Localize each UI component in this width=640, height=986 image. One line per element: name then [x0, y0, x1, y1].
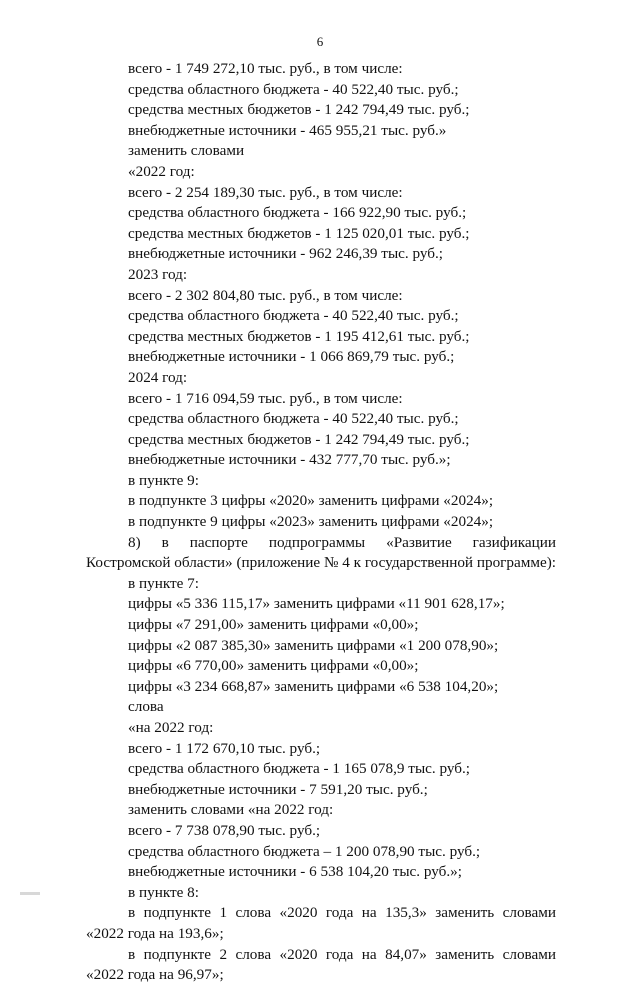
text-line: средства местных бюджетов - 1 195 412,61 тыс. руб.; — [128, 327, 470, 345]
text-line: всего - 2 254 189,30 тыс. руб., в том числе: — [128, 183, 403, 201]
text-paragraph: 8) в паспорте подпрограммы «Развитие газификации Костромской области» (приложение № 4 к государственной программе): — [86, 533, 556, 572]
document-body — [86, 59, 556, 986]
text-line: внебюджетные источники - 962 246,39 тыс. руб.; — [128, 245, 444, 263]
text-line: всего - 1 749 272,10 тыс. руб., в том числе: — [128, 60, 403, 77]
text-line: заменить словами «на 2022 год: — [128, 801, 334, 819]
text-line: средства областного бюджета - 1 165 078,9 тыс. руб.; — [128, 760, 471, 778]
text-line: внебюджетные источники - 432 777,70 тыс. руб.»; — [128, 451, 451, 469]
text-line: слова — [128, 698, 164, 716]
text-line: средства областного бюджета - 40 522,40 тыс. руб.; — [128, 307, 459, 325]
text-line: внебюджетные источники - 1 066 869,79 тыс. руб.; — [128, 348, 455, 366]
text-line: в пункте 9: — [128, 471, 199, 489]
text-line: внебюджетные источники - 465 955,21 тыс. руб.» — [128, 121, 447, 139]
text-line: цифры «7 291,00» заменить цифрами «0,00»; — [128, 616, 419, 634]
text-line: 2024 год: — [128, 368, 188, 386]
text-paragraph: в подпункте 2 слова «2020 года на 84,07» заменить словами «2022 года на 96,97»; — [86, 945, 556, 984]
text-line: в подпункте 3 цифры «2020» заменить цифрами «2024»; — [128, 492, 494, 510]
text-line: «на 2022 год: — [128, 719, 214, 736]
text-line: цифры «2 087 385,30» заменить цифрами «1 200 078,90»; — [128, 636, 499, 654]
text-line: средства местных бюджетов - 1 125 020,01 тыс. руб.; — [128, 224, 470, 242]
text-line: средства областного бюджета – 1 200 078,90 тыс. руб.; — [128, 842, 481, 860]
scan-artifact — [20, 892, 40, 895]
text-line: всего - 1 172 670,10 тыс. руб.; — [128, 739, 321, 757]
text-line: средства областного бюджета - 40 522,40 тыс. руб.; — [128, 410, 459, 428]
text-line: цифры «6 770,00» заменить цифрами «0,00»; — [128, 657, 419, 675]
text-line: внебюджетные источники - 6 538 104,20 тыс. руб.»; — [128, 863, 462, 881]
text-line: средства местных бюджетов - 1 242 794,49 тыс. руб.; — [128, 430, 470, 448]
text-line: цифры «3 234 668,87» заменить цифрами «6 538 104,20»; — [128, 677, 499, 695]
text-line: внебюджетные источники - 7 591,20 тыс. руб.; — [128, 780, 428, 798]
text-line: в пункте 7: — [128, 574, 199, 592]
page-number: 6 — [316, 34, 324, 49]
text-line: всего - 2 302 804,80 тыс. руб., в том числе: — [128, 286, 403, 304]
text-line: средства областного бюджета - 40 522,40 тыс. руб.; — [128, 80, 459, 98]
text-line: 2023 год: — [128, 265, 188, 283]
text-line: в пункте 8: — [128, 883, 199, 901]
text-line: цифры «5 336 115,17» заменить цифрами «11 901 628,17»; — [128, 595, 505, 613]
text-paragraph: в подпункте 1 слова «2020 года на 135,3» заменить словами «2022 года на 193,6»; — [86, 904, 556, 942]
text-line: всего - 7 738 078,90 тыс. руб.; — [128, 821, 321, 839]
text-line: в подпункте 9 цифры «2023» заменить цифрами «2024»; — [128, 513, 494, 531]
text-line: средства областного бюджета - 166 922,90 тыс. руб.; — [128, 204, 467, 222]
text-line: заменить словами — [128, 142, 245, 160]
text-line: «2022 год: — [128, 162, 195, 180]
text-line: всего - 1 716 094,59 тыс. руб., в том числе: — [128, 389, 403, 407]
text-line: средства местных бюджетов - 1 242 794,49 тыс. руб.; — [128, 101, 470, 119]
